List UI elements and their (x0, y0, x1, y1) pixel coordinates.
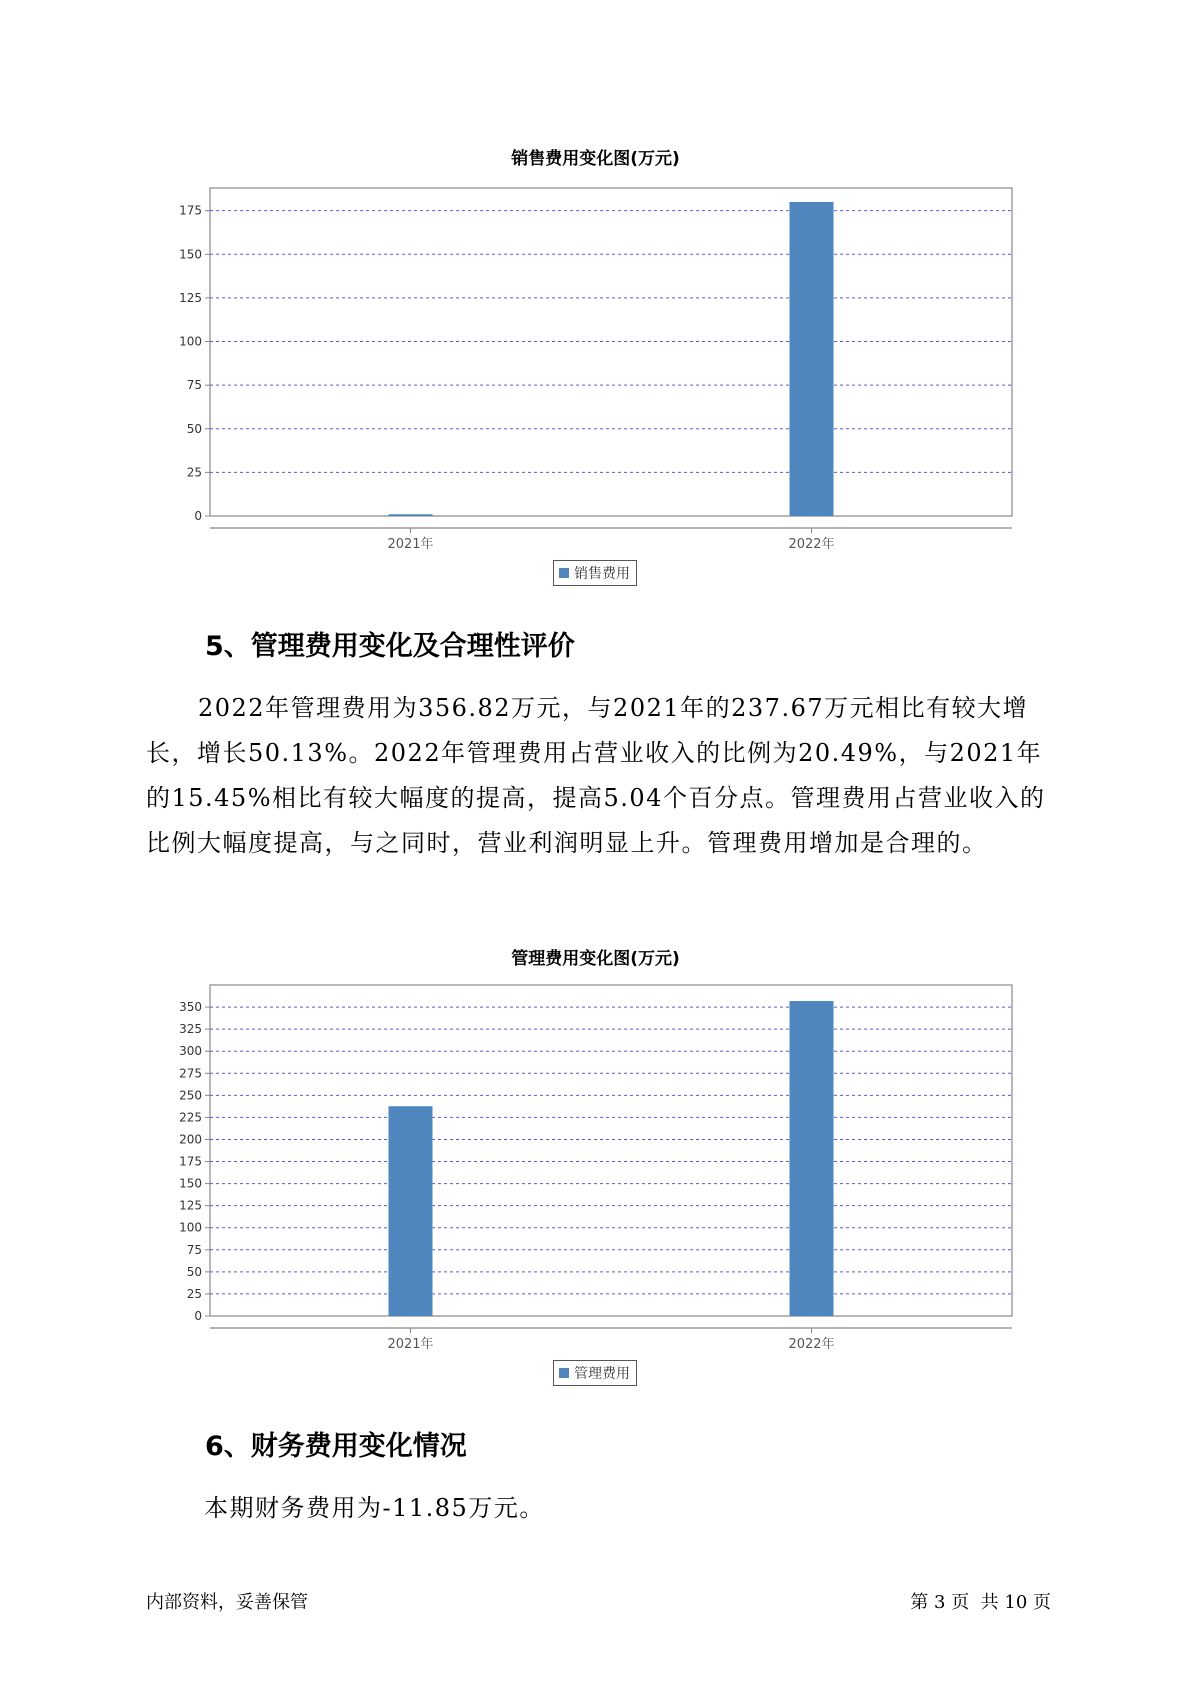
y-tick-label: 150 (179, 1176, 202, 1191)
bar (389, 1106, 433, 1316)
y-tick-label: 325 (179, 1022, 202, 1037)
y-tick-label: 75 (186, 378, 202, 393)
chart-title-sales: 销售费用变化图(万元) (511, 149, 680, 169)
legend-swatch (559, 1368, 569, 1378)
y-tick-label: 125 (179, 1198, 202, 1213)
legend-label: 销售费用 (574, 566, 630, 582)
section-paragraph-6: 本期财务费用为-11.85万元。 (204, 1494, 545, 1522)
x-tick-label: 2021年 (387, 1337, 434, 1352)
y-tick-label: 0 (194, 1309, 202, 1323)
y-tick-label: 175 (179, 203, 202, 218)
legend-label: 管理费用 (574, 1366, 630, 1382)
y-tick-label: 100 (179, 334, 202, 349)
y-tick-label: 0 (194, 509, 202, 523)
chart-legend-admin (553, 1360, 637, 1386)
y-tick-label: 150 (179, 247, 202, 262)
y-tick-label: 350 (179, 1000, 202, 1015)
y-tick-label: 275 (179, 1066, 202, 1081)
section-heading-6: 6、财务费用变化情况 (205, 1431, 467, 1462)
section-heading-5: 5、管理费用变化及合理性评价 (205, 631, 575, 662)
bar (790, 1001, 834, 1316)
footer-page-number: 第 3 页 共 10 页 (910, 1592, 1051, 1613)
chart-title-admin: 管理费用变化图(万元) (511, 949, 680, 969)
y-tick-label: 75 (186, 1242, 202, 1257)
footer-confidential-note: 内部资料，妥善保管 (146, 1592, 308, 1613)
y-tick-label: 50 (186, 421, 202, 436)
y-tick-label: 25 (186, 1286, 202, 1301)
y-tick-label: 200 (179, 1132, 202, 1147)
y-tick-label: 25 (186, 465, 202, 480)
y-tick-label: 100 (179, 1220, 202, 1235)
y-tick-label: 300 (179, 1044, 202, 1059)
y-tick-label: 225 (179, 1110, 202, 1125)
x-tick-label: 2022年 (788, 537, 835, 552)
y-tick-label: 250 (179, 1088, 202, 1103)
y-tick-label: 175 (179, 1154, 202, 1169)
x-tick-label: 2021年 (387, 537, 434, 552)
x-tick-label: 2022年 (788, 1337, 835, 1352)
section-paragraph-5: 2022年管理费用为356.82万元，与2021年的237.67万元相比有较大增长，增长50.13%。2022年管理费用占营业收入的比例为20.49%，与2021年的15.45%相比有较大幅度的提高，提高5.04个百分点。管理费用占营业收入的比例大幅度提高，与之同时，营业利润明显上升。管理费用增加是合理的。 (146, 694, 1046, 857)
y-tick-label: 125 (179, 290, 202, 305)
plot-frame (210, 985, 1012, 1316)
y-tick-label: 50 (186, 1264, 202, 1279)
